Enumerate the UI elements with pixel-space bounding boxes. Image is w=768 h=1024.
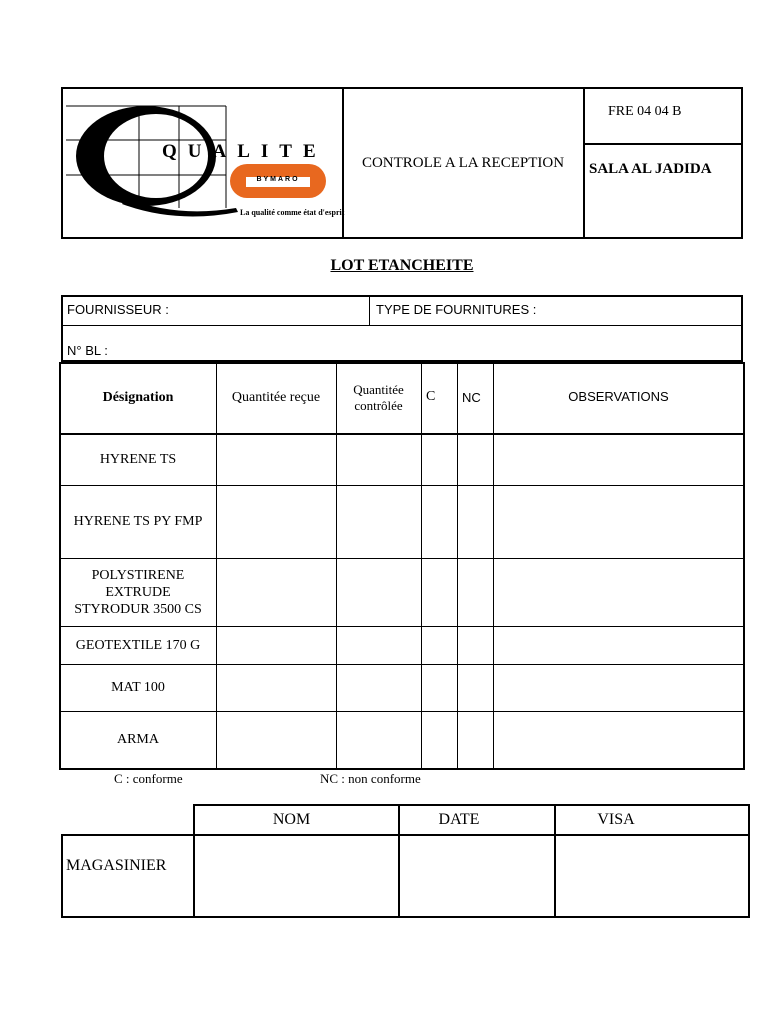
header-designation: Désignation — [102, 390, 174, 405]
header-observations: OBSERVATIONS — [568, 389, 669, 404]
table-row-designation: HYRENE TS PY FMP — [73, 514, 203, 529]
legend-non-conforme: NC : non conforme — [320, 771, 421, 786]
document-title: LOT ETANCHEITE — [330, 257, 474, 274]
header-qty-received: Quantitée reçue — [231, 390, 321, 405]
site-name: SALA AL JADIDA — [589, 161, 712, 177]
table-row-designation: MAT 100 — [111, 680, 165, 695]
supplier-label: FOURNISSEUR : — [67, 302, 169, 317]
logo-tagline: La qualité comme état d'esprit — [240, 208, 345, 217]
table-row-designation: ARMA — [116, 732, 159, 747]
supply-type-label: TYPE DE FOURNITURES : — [376, 302, 537, 317]
logo-badge-text: BYMARO — [256, 176, 300, 183]
legend-conforme: C : conforme — [114, 771, 183, 786]
table-row-designation: GEOTEXTILE 170 G — [75, 637, 201, 653]
bl-number-label: N° BL : — [67, 343, 108, 358]
signature-header-visa: VISA — [597, 811, 635, 828]
table-row-designation: HYRENE TS — [99, 452, 177, 467]
header-c: C — [426, 389, 436, 404]
signature-header-nom: NOM — [272, 811, 311, 828]
form-title: CONTROLE A LA RECEPTION — [361, 154, 565, 171]
header-qty-checked: Quantitée contrôlée — [353, 382, 404, 413]
signature-header-date: DATE — [438, 811, 480, 828]
magasinier-label: MAGASINIER — [66, 857, 167, 874]
logo-word: QUALITE — [162, 141, 327, 162]
table-row-designation: POLYSTIRENE EXTRUDE STYRODUR 3500 CS — [74, 568, 202, 617]
qualite-logo — [66, 100, 345, 230]
ref-code: FRE 04 04 B — [608, 104, 682, 119]
signature-row — [61, 834, 750, 918]
header-nc: NC — [462, 390, 481, 405]
